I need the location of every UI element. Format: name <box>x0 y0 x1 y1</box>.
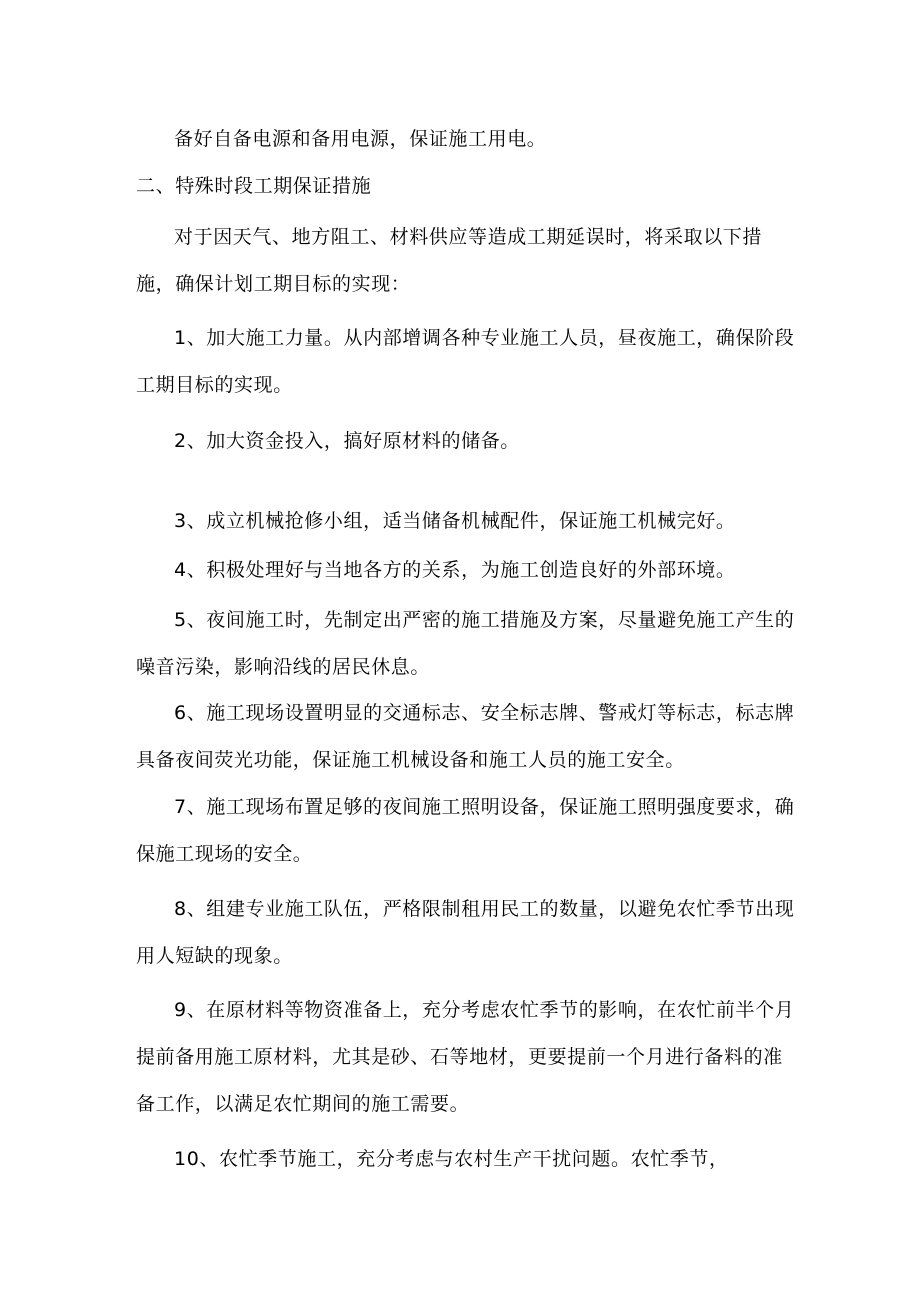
paragraph-item-9: 9、在原材料等物资准备上，充分考虑农忙季节的影响，在农忙前半个月提前备用施工原材料，尤其是砂、石等地材，更要提前一个月进行备料的准备工作，以满足农忙期间的施工需要。 <box>136 999 795 1115</box>
paragraph-item-7: 7、施工现场布置足够的夜间施工照明设备，保证施工照明强度要求，确保施工现场的安全。 <box>136 796 795 865</box>
paragraph-intro: 对于因天气、地方阻工、材料供应等造成工期延误时，将采取以下措施，确保计划工期目标的实现： <box>136 226 763 295</box>
paragraph-item-2: 2、加大资金投入，搞好原材料的储备。 <box>174 430 520 452</box>
paragraph-item-10: 10、农忙季节施工，充分考虑与农村生产干扰问题。农忙季节， <box>174 1148 729 1170</box>
paragraph-item-8: 8、组建专业施工队伍，严格限制租用民工的数量，以避免农忙季节出现用人短缺的现象。 <box>136 898 795 967</box>
paragraph-item-6: 6、施工现场设置明显的交通标志、安全标志牌、警戒灯等标志，标志牌具备夜间荧光功能，保证施工机械设备和施工人员的施工安全。 <box>136 702 795 771</box>
paragraph-item-5: 5、夜间施工时，先制定出严密的施工措施及方案，尽量避免施工产生的噪音污染，影响沿线的居民休息。 <box>136 609 795 678</box>
paragraph-power-supply: 备好自备电源和备用电源，保证施工用电。 <box>174 128 547 150</box>
paragraph-item-1: 1、加大施工力量。从内部增调各种专业施工人员，昼夜施工，确保阶段工期目标的实现。 <box>136 327 795 396</box>
section-heading: 二、特殊时段工期保证措施 <box>136 175 372 197</box>
paragraph-item-4: 4、积极处理好与当地各方的关系，为施工创造良好的外部环境。 <box>174 559 736 581</box>
paragraph-item-3: 3、成立机械抢修小组，适当储备机械配件，保证施工机械完好。 <box>174 510 736 532</box>
